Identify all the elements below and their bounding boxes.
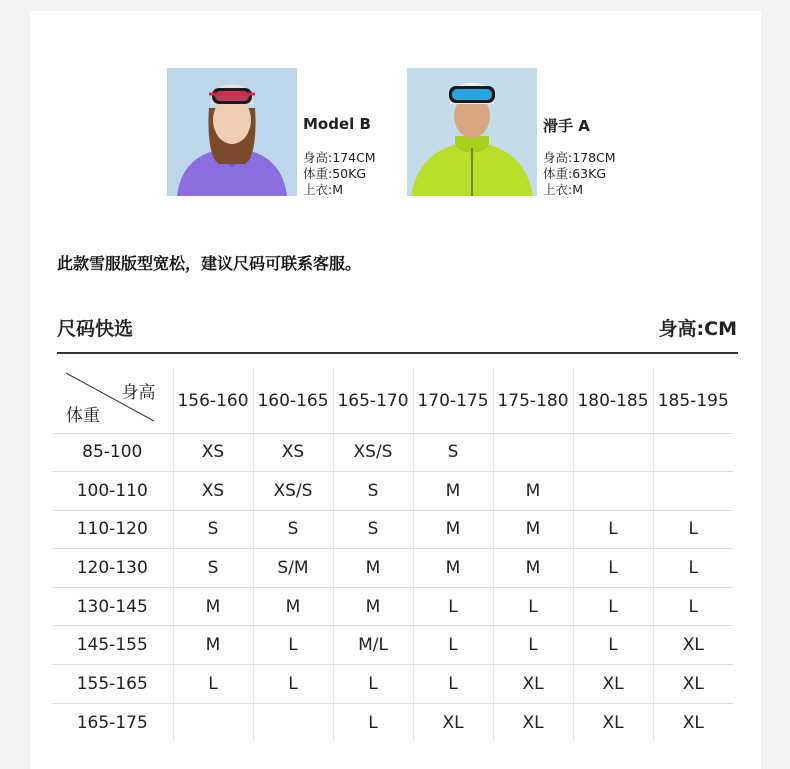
size-cell: M (413, 472, 493, 511)
table-row (52, 549, 733, 588)
size-guide-card (30, 11, 761, 769)
size-cell: M (253, 587, 333, 626)
size-cell: L (333, 703, 413, 742)
table-row (52, 626, 733, 665)
size-cell (493, 433, 573, 472)
size-cell: M (493, 549, 573, 588)
model-height: 身高:178CM (543, 150, 616, 165)
size-cell: L (573, 587, 653, 626)
size-cell: L (173, 665, 253, 704)
size-cell: M/L (333, 626, 413, 665)
height-range-header: 156-160 (173, 369, 253, 433)
height-range-header: 175-180 (493, 369, 573, 433)
size-cell: S (173, 549, 253, 588)
table-row (52, 510, 733, 549)
model-weight: 体重:50KG (303, 166, 367, 181)
size-cell (653, 472, 733, 511)
weight-range-cell: 155-165 (52, 665, 173, 704)
fit-notice: 此款雪服版型宽松，建议尺码可联系客服。 (57, 254, 362, 273)
table-row (52, 703, 733, 742)
height-range-header: 180-185 (573, 369, 653, 433)
size-cell: M (333, 549, 413, 588)
size-cell: XS/S (253, 472, 333, 511)
section-divider (57, 352, 738, 354)
size-cell: M (413, 549, 493, 588)
size-cell: XL (493, 703, 573, 742)
size-cell: L (333, 665, 413, 704)
size-cell: XS (253, 433, 333, 472)
model-height: 身高:174CM (303, 150, 376, 165)
size-cell: M (493, 510, 573, 549)
size-cell: S (173, 510, 253, 549)
size-cell: M (173, 626, 253, 665)
height-range-header: 185-195 (653, 369, 733, 433)
size-cell: L (413, 587, 493, 626)
model-name: 滑手 A (543, 117, 590, 135)
weight-range-cell: 145-155 (52, 626, 173, 665)
size-cell: M (173, 587, 253, 626)
weight-range-cell: 85-100 (52, 433, 173, 472)
height-range-header: 160-165 (253, 369, 333, 433)
size-cell (573, 433, 653, 472)
size-cell: XS (173, 472, 253, 511)
size-cell: L (413, 665, 493, 704)
model-top-size: 上衣:M (303, 182, 343, 197)
model-photo-b (167, 68, 297, 196)
size-cell (253, 703, 333, 742)
weight-range-cell: 165-175 (52, 703, 173, 742)
size-cell: XL (573, 665, 653, 704)
size-cell: L (253, 665, 333, 704)
size-cell: L (413, 626, 493, 665)
section-title: 尺码快选 (57, 318, 134, 340)
size-cell: XS (173, 433, 253, 472)
size-cell: S (333, 472, 413, 511)
size-cell: S/M (253, 549, 333, 588)
size-chart-table (52, 369, 733, 742)
size-cell: L (653, 587, 733, 626)
weight-range-cell: 130-145 (52, 587, 173, 626)
size-cell: XL (682, 712, 704, 733)
size-cell: S (413, 433, 493, 472)
size-cell: M (493, 472, 573, 511)
model-top-size: 上衣:M (543, 182, 583, 197)
corner-weight-label: 体重 (66, 405, 100, 426)
header-row (52, 369, 733, 433)
height-range-header: 170-175 (413, 369, 493, 433)
size-cell: S (253, 510, 333, 549)
size-cell: M (333, 587, 413, 626)
size-cell: L (493, 587, 573, 626)
size-cell: XL (653, 626, 733, 665)
size-cell: XL (573, 703, 653, 742)
model-name: Model B (303, 115, 371, 133)
weight-range-cell: 100-110 (52, 472, 173, 511)
corner-height-label: 身高 (121, 383, 156, 403)
model-photo-a (407, 68, 537, 196)
model-weight: 体重:63KG (543, 166, 607, 181)
table-row (52, 665, 733, 704)
size-cell: L (573, 549, 653, 588)
table-row (52, 587, 733, 626)
size-cell: L (573, 626, 653, 665)
size-cell: L (653, 510, 733, 549)
size-cell: XL (653, 665, 733, 704)
size-cell: S (333, 510, 413, 549)
size-cell: XS/S (333, 433, 413, 472)
corner-header-cell (52, 369, 173, 433)
size-cell (573, 472, 653, 511)
table-row (52, 472, 733, 511)
section-unit: 身高:CM (658, 318, 737, 340)
size-cell (653, 433, 733, 472)
table-row (52, 433, 733, 472)
size-cell (173, 703, 253, 742)
size-cell: L (493, 626, 573, 665)
height-range-header: 165-170 (333, 369, 413, 433)
weight-range-cell: 110-120 (52, 510, 173, 549)
weight-range-cell: 120-130 (52, 549, 173, 588)
size-cell: XL (493, 665, 573, 704)
size-cell: M (413, 510, 493, 549)
size-cell: L (573, 510, 653, 549)
size-cell: L (253, 626, 333, 665)
size-cell: L (653, 549, 733, 588)
size-cell: XL (413, 703, 493, 742)
